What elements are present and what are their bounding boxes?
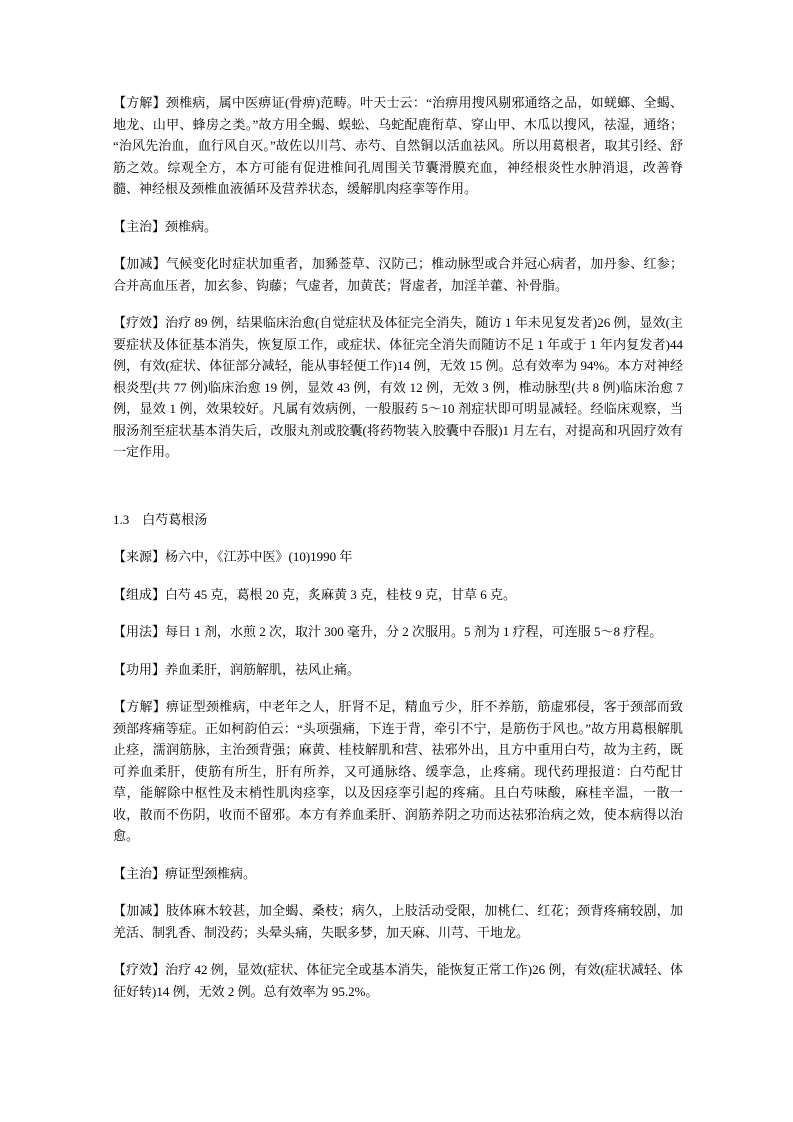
paragraph-yongfa: 【用法】每日 1 剂，水煎 2 次，取汁 300 毫升，分 2 次服用。5 剂为 1 疗程，可连服 5～8 疗程。 xyxy=(113,624,663,639)
document-content xyxy=(113,92,683,1018)
paragraph-liaoxiao-2: 【疗效】治疗 42 例，显效(症状、体征完全或基本消失，能恢复正常工作)26 例，有效(症状减轻、体征好转)14 例，无效 2 例。总有效率为 95.2%。 xyxy=(113,962,683,999)
paragraph-liaoxiao-1: 【疗效】治疗 89 例，结果临床治愈(自觉症状及体征完全消失，随访 1 年未见复发者)26 例，显效(主要症状及体征基本消失，恢复原工作，或症状、体征完全消失而随访不足 1 年或于 1 年内复发者)44 例，有效(症状、体征部分减轻，能从事轻便工作)14 例，无效 15 例。总有效率为 94%。本方对神经根炎型(共 77 例)临床治愈 19 例，显效 43 例，有效 12 例，无效 3 例，椎动脉型(共 8 例)临床治愈 7 例，显效 1 例，效果较好。凡属有效病例，一般服药 5～10 剂症状即可明显减轻。经临床观察，当服汤剂至症状基本消失后，改服丸剂或胶囊(将药物装入胶囊中吞服)1 月左右，对提高和巩固疗效有一定作用。 xyxy=(113,315,683,459)
paragraph-laiyuan: 【来源】杨六中，《江苏中医》(10)1990 年 xyxy=(113,549,353,564)
paragraph-jiajian-1: 【加减】气候变化时症状加重者，加豨莶草、汉防己；椎动脉型或合并冠心病者，加丹参、红参；合并高血压者，加玄参、钩藤；气虚者，加黄芪；肾虚者，加淫羊藿、补骨脂。 xyxy=(113,256,683,293)
paragraph-zhuzhi-1: 【主治】颈椎病。 xyxy=(113,218,218,234)
paragraph-jiajian-2: 【加减】肢体麻木较甚，加全蝎、桑枝；病久，上肢活动受限，加桃仁、红花；颈背疼痛较剧，加羌活、制乳香、制没药；头晕头痛，失眠多梦，加天麻、川芎、干地龙。 xyxy=(113,903,683,940)
paragraph-fangjie-1: 【方解】颈椎病，属中医痹证(骨痹)范畴。叶天士云：“治痹用搜风剔邪通络之品，如蜣螂、全蝎、地龙、山甲、蜂房之类。”故方用全蝎、蜈蚣、乌蛇配鹿衔草、穿山甲、木瓜以搜风，祛湿，通络；“治风先治血，血行风自灭。”故佐以川芎、赤芍、自然铜以活血祛风。所以用葛根者，取其引经、舒筋之效。综观全方，本方可能有促进椎间孔周围关节囊滑膜充血，神经根炎性水肿消退，改善脊髓、神经根及颈椎血液循环及营养状态，缓解肌肉痉挛等作用。 xyxy=(113,95,683,196)
paragraph-fangjie-2: 【方解】痹证型颈椎病，中老年之人，肝肾不足，精血亏少，肝不养筋，筋虚邪侵，客于颈部而致颈部疼痛等症。正如柯韵伯云：“头项强痛，下连于背，牵引不宁，是筋伤于风也。”故方用葛根解肌止痉，濡润筋脉，主治颈背强；麻黄、桂枝解肌和营、祛邪外出，且方中重用白芍，故为主药，既可养血柔肝，使筋有所生，肝有所养，又可通脉络、缓挛急，止疼痛。现代药理报道：白芍配甘草，能解除中枢性及末梢性肌肉痉挛，以及因痉挛引起的疼痛。且白芍味酸，麻桂辛温，一散一收，散而不伤阴，收而不留邪。本方有养血柔肝、润筋养阴之功而达祛邪治病之效，使本病得以治愈。 xyxy=(113,699,683,843)
paragraph-zucheng: 【组成】白芍 45 克，葛根 20 克，炙麻黄 3 克，桂枝 9 克，甘草 6 克。 xyxy=(113,586,517,602)
paragraph-zhuzhi-2: 【主治】痹证型颈椎病。 xyxy=(113,865,257,881)
section-heading-1-3: 1.3 白芍葛根汤 xyxy=(113,511,208,527)
paragraph-gongyong: 【功用】养血柔肝，润筋解肌，祛风止痛。 xyxy=(113,661,361,677)
